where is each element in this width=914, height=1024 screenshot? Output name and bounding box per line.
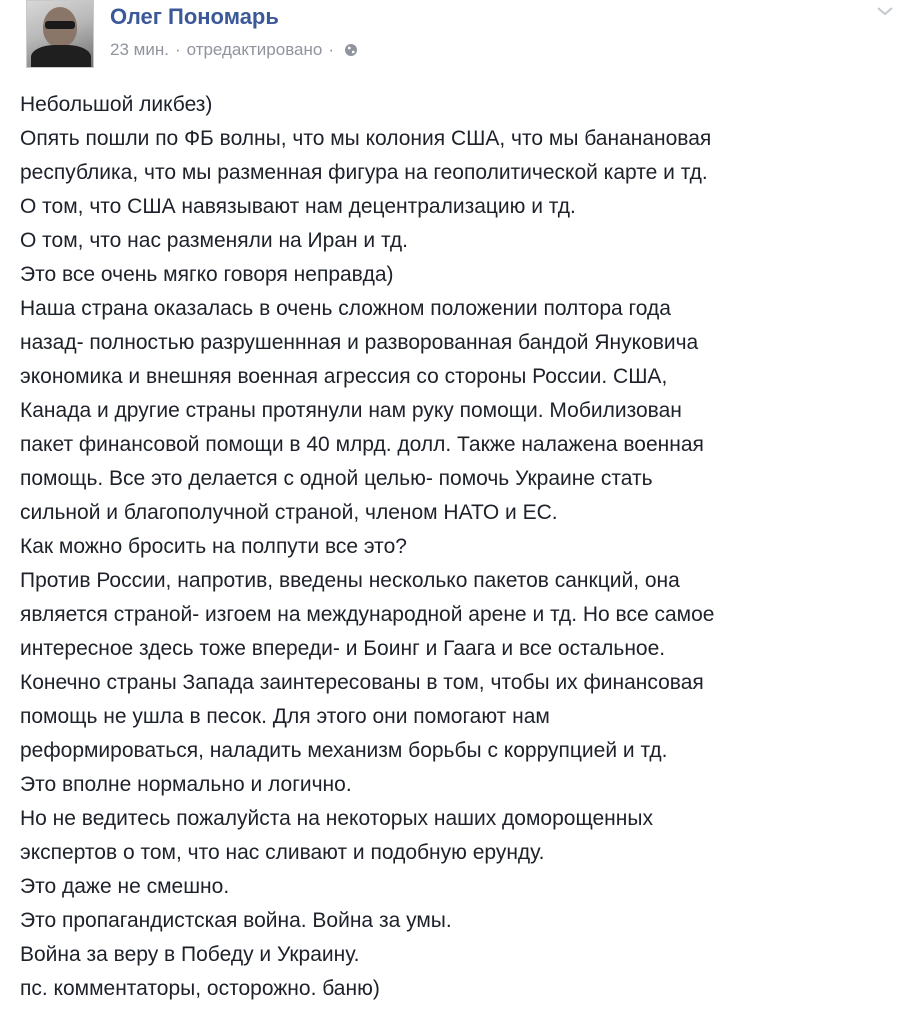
post-text-line: реформироваться, наладить механизм борьбы с коррупцией и тд.: [20, 739, 668, 762]
post-text-line: Канада и другие страны протянули нам руку помощи. Мобилизован: [20, 399, 682, 422]
post-text-line: Это даже не смешно.: [20, 875, 230, 898]
post-text-line: Против России, напротив, введены несколько пакетов санкций, она: [20, 569, 680, 592]
post-text-line: О том, что США навязывают нам децентрализацию и тд.: [20, 195, 576, 218]
post-text-line: Как можно бросить на полпути все это?: [20, 535, 407, 558]
post-text-line: Это пропагандистская война. Война за умы.: [20, 909, 452, 932]
meta-separator: ·: [174, 40, 181, 59]
post-text-line: Небольшой ликбез): [20, 93, 213, 116]
post-text-line: сильной и благополучной страной, членом НАТО и ЕС.: [20, 501, 558, 524]
post-text: [20, 88, 900, 1006]
post-text-line: Опять пошли по ФБ волны, что мы колония США, что мы бананановая: [20, 127, 712, 150]
post-text-line: пакет финансовой помощи в 40 млрд. долл. Также налажена военная: [20, 433, 704, 456]
meta-separator-2: ·: [328, 40, 335, 59]
post-text-line: помощь не ушла в песок. Для этого они помогают нам: [20, 705, 550, 728]
post-text-line: Конечно страны Запада заинтересованы в том, чтобы их финансовая: [20, 671, 704, 694]
post-text-line: интересное здесь тоже впереди- и Боинг и Гаага и все остальное.: [20, 637, 666, 660]
chevron-down-icon[interactable]: [874, 2, 896, 20]
post-meta: [110, 40, 358, 60]
post-timestamp-link[interactable]: 23 мин.: [110, 40, 169, 59]
post-text-line: Наша страна оказалась в очень сложном положении полтора года: [20, 297, 671, 320]
avatar-body: [31, 45, 91, 68]
avatar-glasses: [45, 21, 75, 29]
post-text-line: Но не ведитесь пожалуйста на некоторых наших доморощенных: [20, 807, 653, 830]
post-text-line: экономика и внешняя военная агрессия со стороны России. США,: [20, 365, 668, 388]
post-text-line: помощь. Все это делается с одной целью- помочь Украине стать: [20, 467, 653, 490]
post-text-line: назад- полностью разрушеннная и разворованная бандой Януковича: [20, 331, 699, 354]
post-text-line: является страной- изгоем на международной арене и тд. Но все самое: [20, 603, 715, 626]
globe-icon[interactable]: [344, 43, 358, 57]
author-avatar[interactable]: [26, 0, 94, 68]
post-text-line: Война за веру в Победу и Украину.: [20, 943, 360, 966]
author-name-link[interactable]: Олег Пономарь: [110, 4, 279, 29]
post-text-line: Это все очень мягко говоря неправда): [20, 263, 394, 286]
post-text-line: пс. комментаторы, осторожно. баню): [20, 977, 380, 1000]
post-text-line: О том, что нас разменяли на Иран и тд.: [20, 229, 409, 252]
post-text-line: Это вполне нормально и логично.: [20, 773, 352, 796]
post-header: [26, 0, 896, 80]
post-text-line: республика, что мы разменная фигура на геополитической карте и тд.: [20, 161, 708, 184]
edited-link[interactable]: отредактировано: [186, 40, 323, 59]
post-text-line: экспертов о том, что нас сливают и подобную ерунду.: [20, 841, 545, 864]
